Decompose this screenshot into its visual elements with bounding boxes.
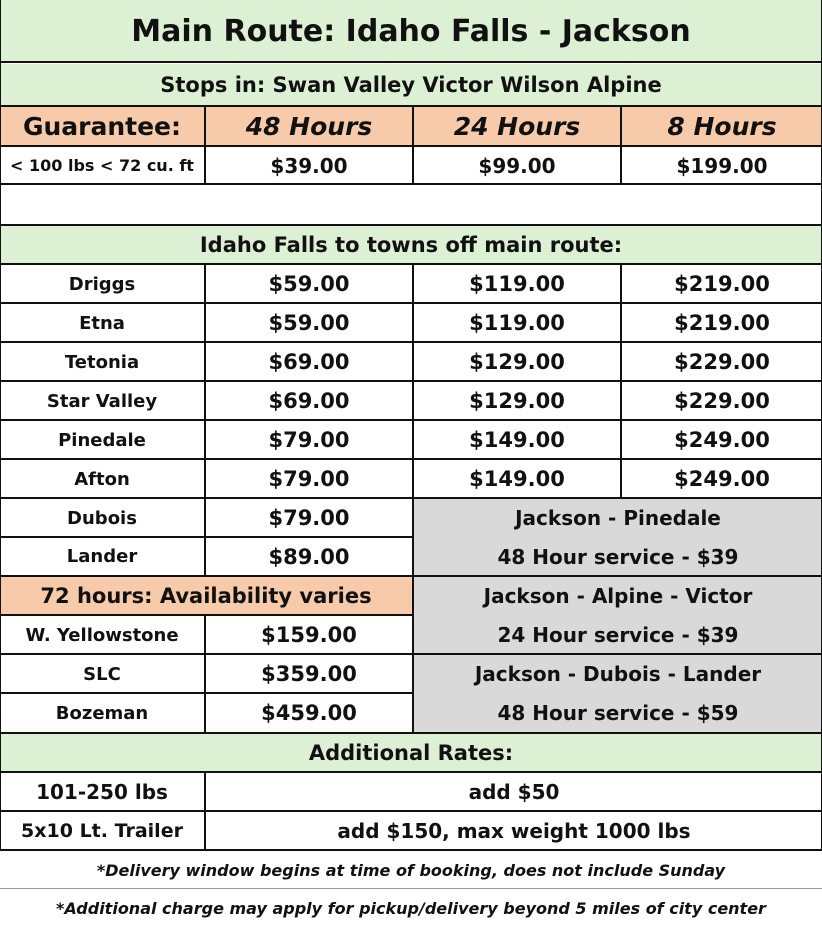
town-name: Afton — [74, 468, 130, 490]
price-72: $459.00 — [261, 701, 357, 725]
divider — [204, 771, 206, 851]
town-name: Bozeman — [55, 702, 149, 724]
additional-rates-header: Additional Rates: — [0, 734, 822, 772]
main-rate-48: $39.00 — [270, 153, 348, 178]
price-24: $119.00 — [469, 272, 565, 296]
divider — [620, 263, 622, 499]
divider — [0, 692, 412, 694]
service-terms: 24 Hour service - $39 — [497, 623, 739, 647]
divider — [0, 302, 822, 304]
town-name: SLC — [83, 663, 121, 685]
divider — [0, 614, 412, 616]
divider — [0, 732, 822, 734]
price-48: $79.00 — [268, 506, 350, 530]
price-48: $59.00 — [268, 311, 350, 335]
main-rate-label: < 100 lbs < 72 cu. ft — [10, 156, 194, 175]
town-name: Star Valley — [46, 390, 158, 412]
additional-label: 5x10 Lt. Trailer — [21, 820, 183, 842]
price-8: $219.00 — [674, 272, 770, 296]
price-72: $359.00 — [261, 662, 357, 686]
main-rate-24: $99.00 — [478, 153, 556, 178]
price-48: $89.00 — [268, 544, 350, 569]
divider — [412, 263, 414, 734]
divider — [0, 183, 822, 185]
divider — [0, 263, 822, 265]
divider — [0, 61, 822, 63]
price-24: $129.00 — [469, 389, 565, 413]
price-24: $129.00 — [469, 350, 565, 374]
town-name: W. Yellowstone — [25, 624, 179, 646]
divider — [0, 341, 822, 343]
divider — [0, 653, 822, 655]
divider — [0, 771, 822, 773]
price-72: $159.00 — [261, 623, 357, 647]
service-terms: 48 Hour service - $39 — [497, 544, 739, 569]
additional-label: 101-250 lbs — [36, 780, 168, 804]
off-route-header: Idaho Falls to towns off main route: — [0, 226, 822, 264]
divider — [620, 105, 622, 185]
additional-value: add $150, max weight 1000 lbs — [337, 819, 691, 843]
divider — [0, 849, 822, 851]
page-title: Main Route: Idaho Falls - Jackson — [0, 0, 822, 62]
divider — [0, 810, 822, 812]
divider — [412, 105, 414, 185]
divider — [0, 888, 822, 889]
town-name: Lander — [66, 546, 138, 567]
guarantee-label: Guarantee: — [0, 107, 204, 146]
guarantee-48-hours: 48 Hours — [206, 107, 412, 146]
town-name: Pinedale — [58, 429, 146, 451]
divider — [0, 575, 822, 577]
divider — [204, 105, 206, 185]
divider — [0, 105, 822, 107]
price-48: $79.00 — [268, 428, 350, 452]
price-8: $249.00 — [674, 428, 770, 452]
divider — [0, 145, 822, 147]
town-name: Dubois — [67, 507, 137, 529]
stops-line: Stops in: Swan Valley Victor Wilson Alpine — [0, 64, 822, 106]
divider — [0, 536, 412, 538]
service-route: Jackson - Dubois - Lander — [474, 662, 762, 686]
service-route: Jackson - Pinedale — [515, 506, 721, 530]
divider — [0, 0, 1, 851]
price-48: $69.00 — [268, 389, 350, 413]
price-24: $119.00 — [469, 311, 565, 335]
price-24: $149.00 — [469, 428, 565, 452]
additional-value: add $50 — [468, 780, 560, 804]
divider — [204, 263, 206, 577]
availability-header: 72 hours: Availability varies — [0, 577, 412, 615]
price-48: $59.00 — [268, 272, 350, 296]
town-name: Tetonia — [64, 351, 140, 373]
price-48: $69.00 — [268, 350, 350, 374]
divider — [0, 380, 822, 382]
divider — [0, 497, 822, 499]
price-48: $79.00 — [268, 467, 350, 491]
note-additional-charge: *Additional charge may apply for pickup/delivery beyond 5 miles of city center — [56, 898, 766, 918]
service-route: Jackson - Alpine - Victor — [483, 584, 753, 608]
service-terms: 48 Hour service - $59 — [497, 701, 739, 725]
divider — [0, 458, 822, 460]
main-rate-8: $199.00 — [676, 153, 768, 178]
price-8: $249.00 — [674, 467, 770, 491]
price-24: $149.00 — [469, 467, 565, 491]
guarantee-24-hours: 24 Hours — [414, 107, 620, 146]
price-8: $229.00 — [674, 350, 770, 374]
town-name: Etna — [79, 312, 125, 334]
note-delivery-window: *Delivery window begins at time of booking, does not include Sunday — [96, 860, 726, 880]
divider — [0, 224, 822, 226]
town-name: Driggs — [68, 273, 136, 295]
guarantee-8-hours: 8 Hours — [622, 107, 822, 146]
price-8: $229.00 — [674, 389, 770, 413]
divider — [0, 419, 822, 421]
divider — [204, 614, 206, 734]
price-8: $219.00 — [674, 311, 770, 335]
